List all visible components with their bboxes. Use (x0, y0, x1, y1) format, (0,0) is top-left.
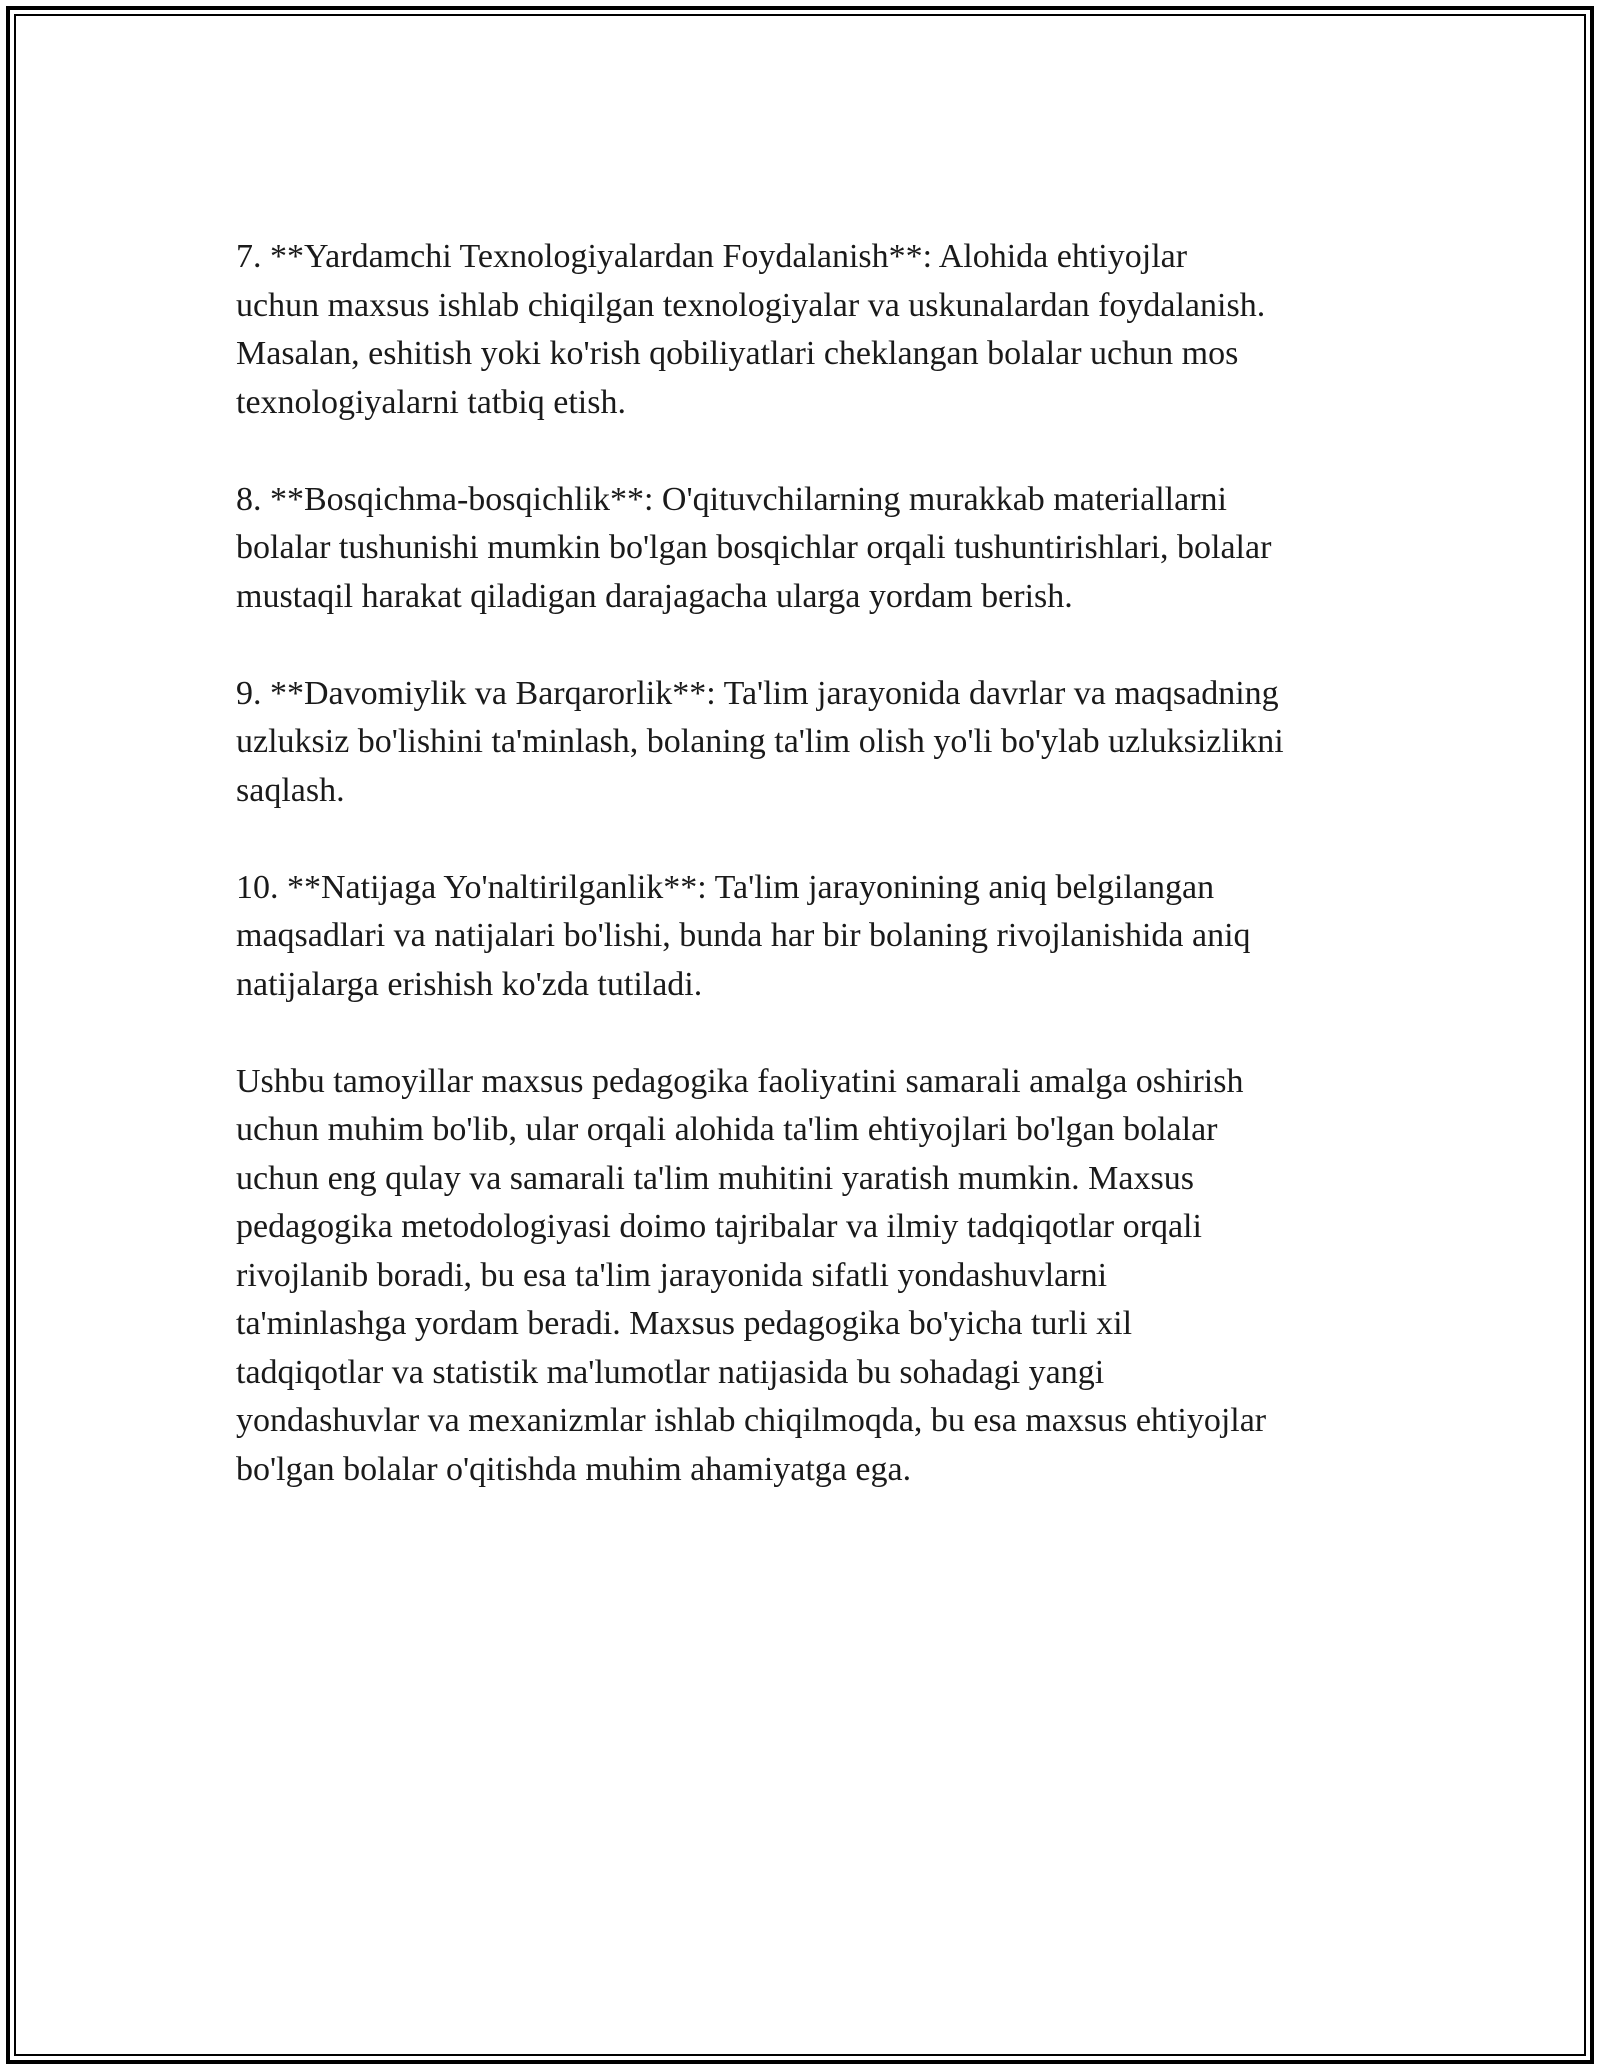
paragraph-item-10 (236, 864, 1376, 1010)
text-line: mustaqil harakat qiladigan darajagacha ularga yordam berish. (236, 577, 1073, 615)
text-line: ta'minlashga yordam beradi. Maxsus pedagogika bo'yicha turli xil (236, 1305, 1133, 1342)
text-line: natijalarga erishish ko'zda tutiladi. (236, 965, 703, 1003)
text-line: 8. **Bosqichma-bosqichlik**: O'qituvchilarning murakkab materiallarni (236, 480, 1227, 518)
text-line: yondashuvlar va mexanizmlar ishlab chiqilmoqda, bu esa maxsus ehtiyojlar (236, 1402, 1267, 1439)
paragraph-item-8 (236, 476, 1376, 622)
text-line: uchun maxsus ishlab chiqilgan texnologiyalar va uskunalardan foydalanish. (236, 286, 1266, 324)
text-line: 9. **Davomiylik va Barqarorlik**: Ta'lim jarayonida davrlar va maqsadning (236, 674, 1279, 712)
text-line: maqsadlari va natijalari bo'lishi, bunda har bir bolaning rivojlanishida aniq (236, 917, 1251, 954)
text-line: uchun muhim bo'lib, ular orqali alohida ta'lim ehtiyojlari bo'lgan bolalar (236, 1111, 1218, 1148)
text-line: texnologiyalarni tatbiq etish. (236, 383, 626, 421)
paragraph-conclusion (236, 1058, 1376, 1495)
paragraph-item-7 (236, 233, 1376, 427)
text-line: 10. **Natijaga Yo'naltirilganlik**: Ta'lim jarayonining aniq belgilangan (236, 868, 1215, 906)
text-line: uzluksiz bo'lishini ta'minlash, bolaning ta'lim olish yo'li bo'ylab uzluksizlikni (236, 723, 1284, 760)
document-body (236, 233, 1376, 1494)
text-line: bolalar tushunishi mumkin bo'lgan bosqichlar orqali tushuntirishlari, bolalar (236, 529, 1272, 566)
text-line: tadqiqotlar va statistik ma'lumotlar natijasida bu sohadagi yangi (236, 1353, 1105, 1391)
text-line: pedagogika metodologiyasi doimo tajribalar va ilmiy tadqiqotlar orqali (236, 1208, 1202, 1245)
text-line: saqlash. (236, 771, 345, 809)
text-line: Masalan, eshitish yoki ko'rish qobiliyatlari cheklangan bolalar uchun mos (236, 335, 1239, 372)
text-line: Ushbu tamoyillar maxsus pedagogika faoliyatini samarali amalga oshirish (236, 1062, 1244, 1100)
text-line: uchun eng qulay va samarali ta'lim muhitini yaratish mumkin. Maxsus (236, 1159, 1194, 1197)
text-line: 7. **Yardamchi Texnologiyalardan Foydalanish**: Alohida ehtiyojlar (236, 238, 1188, 275)
text-line: rivojlanib boradi, bu esa ta'lim jarayonida sifatli yondashuvlarni (236, 1256, 1108, 1294)
text-line: bo'lgan bolalar o'qitishda muhim ahamiyatga ega. (236, 1450, 912, 1488)
paragraph-item-9 (236, 670, 1376, 816)
